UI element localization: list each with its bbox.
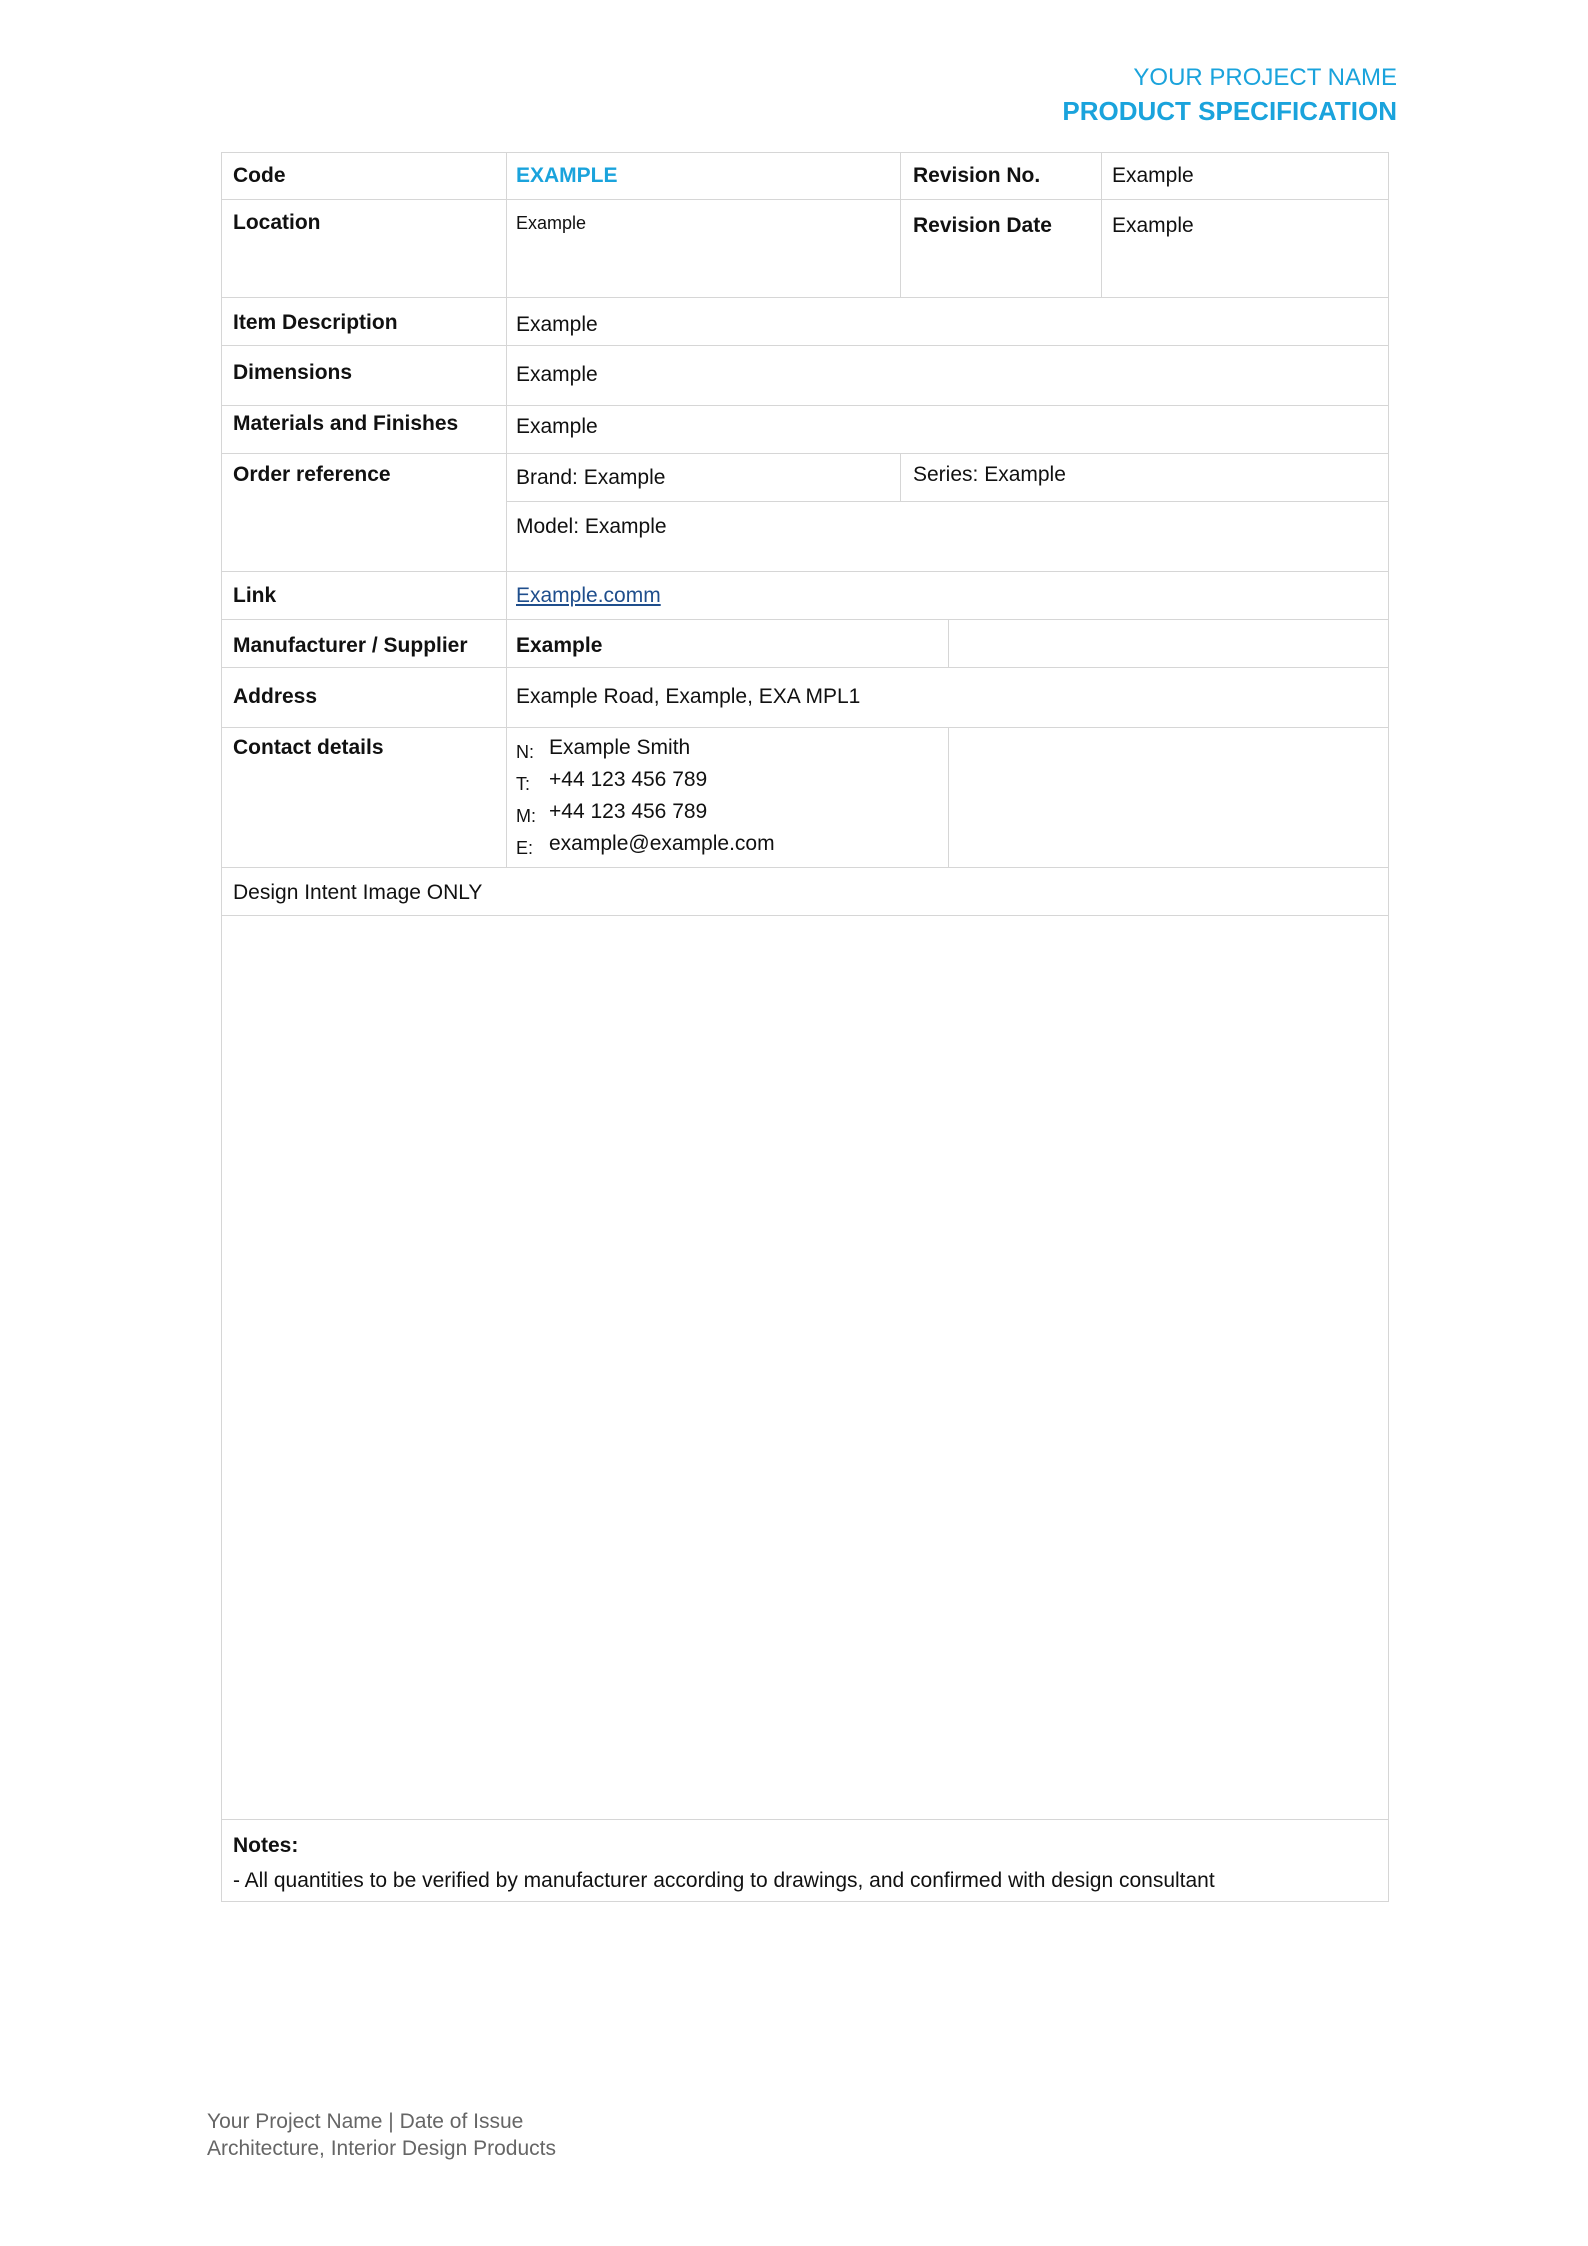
contact-telephone: +44 123 456 789 (549, 768, 708, 791)
dimensions-value: Example (516, 363, 598, 386)
design-intent-label: Design Intent Image ONLY (233, 881, 483, 904)
address-label: Address (233, 685, 318, 708)
document-header (1062, 62, 1397, 128)
series-value: Series: Example (913, 463, 1066, 486)
location-value: Example (516, 213, 587, 233)
revision-date-label: Revision Date (913, 214, 1052, 237)
notes-text: - All quantities to be verified by manufacturer according to drawings, and confirmed with design consultant (233, 1869, 1215, 1892)
contact-mobile: +44 123 456 789 (549, 800, 708, 823)
revision-no-value: Example (1112, 164, 1194, 187)
brand-value: Brand: Example (516, 466, 666, 489)
contact-details-label: Contact details (233, 736, 384, 759)
address-value: Example Road, Example, EXA MPL1 (516, 685, 861, 708)
order-reference-label: Order reference (233, 463, 391, 486)
footer-company-line: Architecture, Interior Design Products (207, 2137, 556, 2160)
code-value: EXAMPLE (516, 164, 618, 187)
page-footer (207, 2108, 556, 2162)
product-link[interactable]: Example.comm (516, 584, 661, 607)
contact-email: example@example.com (549, 832, 775, 855)
link-label: Link (233, 584, 277, 607)
item-description-label: Item Description (233, 311, 398, 334)
materials-value: Example (516, 415, 598, 438)
code-label: Code (233, 164, 286, 187)
document-title: PRODUCT SPECIFICATION (1062, 96, 1397, 126)
contact-name: Example Smith (549, 736, 691, 759)
location-label: Location (233, 211, 321, 234)
name-prefix: N: (516, 742, 534, 762)
footer-project-line: Your Project Name | Date of Issue (207, 2110, 524, 2133)
design-intent-image-area (222, 916, 1388, 1819)
project-name: YOUR PROJECT NAME (1133, 64, 1397, 91)
specification-sheet (221, 152, 1389, 1902)
materials-label: Materials and Finishes (233, 412, 459, 435)
revision-date-value: Example (1112, 214, 1194, 237)
revision-no-label: Revision No. (913, 164, 1041, 187)
notes-label: Notes: (233, 1834, 299, 1857)
manufacturer-value: Example (516, 634, 603, 657)
email-prefix: E: (516, 838, 534, 858)
dimensions-label: Dimensions (233, 361, 353, 384)
item-description-value: Example (516, 313, 598, 336)
mobile-prefix: M: (516, 806, 536, 826)
model-value: Model: Example (516, 515, 667, 538)
manufacturer-label: Manufacturer / Supplier (233, 634, 468, 657)
telephone-prefix: T: (516, 774, 531, 794)
